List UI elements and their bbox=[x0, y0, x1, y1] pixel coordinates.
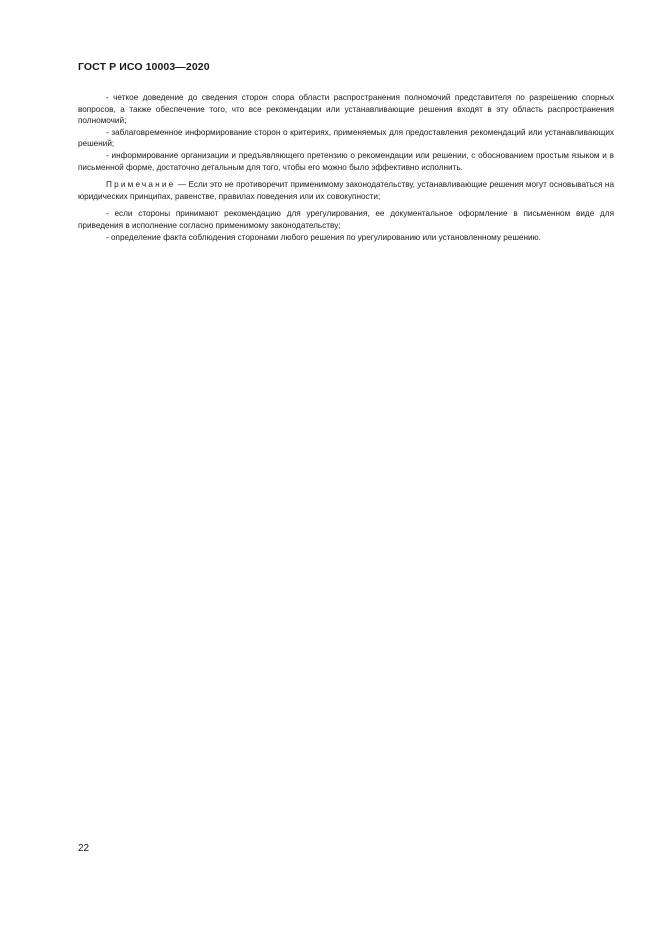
list-item: - заблаговременное информирование сторон о критериях, применяемых для предоставления рекомендаций или устанавливающих решений; bbox=[78, 127, 614, 149]
list-item: - четкое доведение до сведения сторон спора области распространения полномочий представителя по разрешению спорных вопросов, а также обеспечение того, что все рекомендации или устанавливающие решения входят в эту область распространения полномочий; bbox=[78, 93, 614, 126]
note-label: Примечание bbox=[106, 180, 176, 190]
note-paragraph bbox=[78, 179, 614, 202]
page-number: 22 bbox=[78, 843, 90, 854]
document-body bbox=[78, 92, 614, 243]
list-item: - информирование организации и предъявляющего претензию о рекомендации или решении, с обоснованием простым языком и в письменной форме, достаточно детальным для того, чтобы его можно было эффективно исполнить. bbox=[78, 150, 614, 172]
list-item: - если стороны принимают рекомендацию для урегулирования, ее документальное оформление в письменном виде для приведения в исполнение согласно применимому законодательству; bbox=[78, 209, 614, 230]
list-item: - определение факта соблюдения сторонами любого решения по урегулированию или установленному решению. bbox=[106, 232, 541, 242]
document-header: ГОСТ Р ИСО 10003—2020 bbox=[78, 61, 210, 73]
note-text: — Если это не противоречит применимому законодательству, устанавливающие решения могут основываться на юридических принципах, равенстве, правилах поведения или их совокупности; bbox=[78, 180, 614, 201]
